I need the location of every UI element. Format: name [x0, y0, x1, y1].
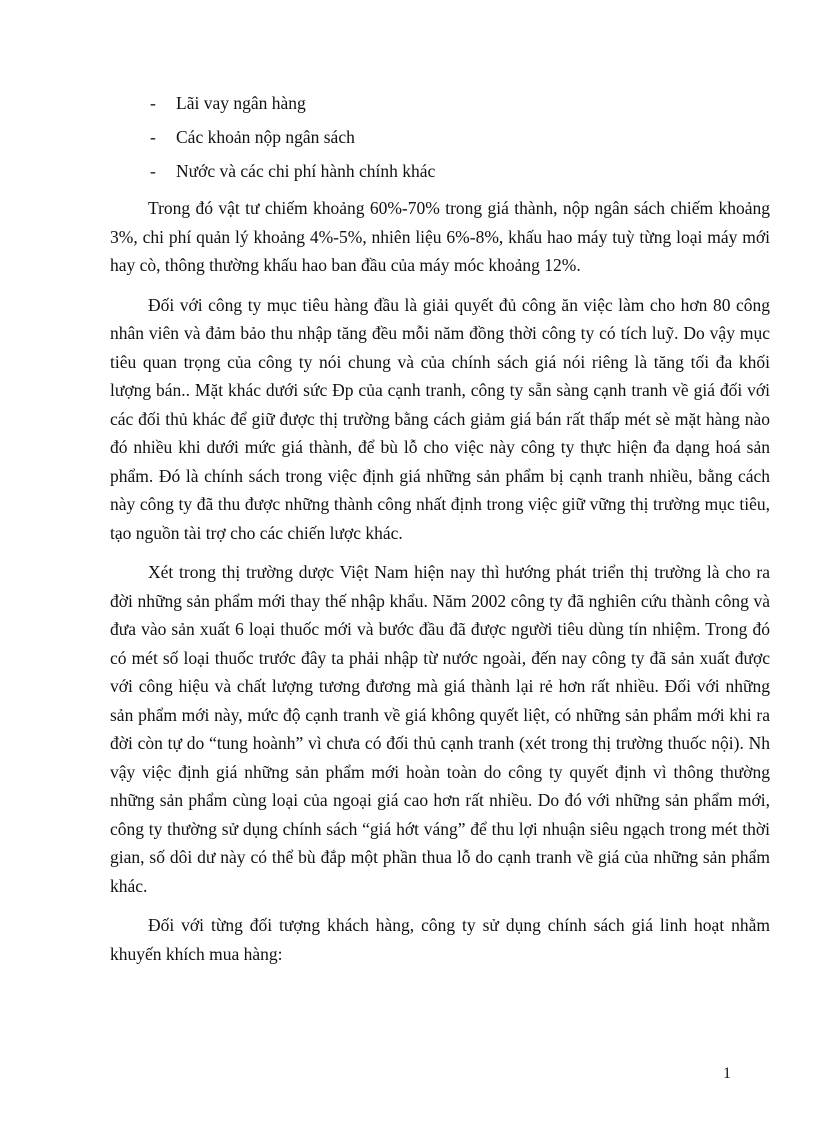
bullet-item — [110, 154, 770, 188]
bullet-marker: - — [150, 93, 156, 113]
page-number: 1 — [723, 1065, 731, 1082]
paragraph: Đối với công ty mục tiêu hàng đầu là giải quyết đủ công ăn việc làm cho hơn 80 công nhân viên và đảm bảo thu nhập tăng đều mỗi năm đồng thời công ty có tích luỹ. Do vậy mục tiêu quan trọng của công ty nói chung và của chính sách giá nói riêng là tăng tối đa khối lượng bán.. Mặt khác dưới sức Đp của cạnh tranh, công ty sẵn sàng cạnh tranh về giá đối với các đối thủ khác để giữ được thị trường bằng cách giảm giá bán rất thấp mét sè mặt hàng nào đó nhiều khi dưới mức giá thành, để bù lỗ cho việc này công ty thực hiện đa dạng hoá sản phẩm. Đó là chính sách trong việc định giá những sản phẩm bị cạnh tranh nhiều, bằng cách này công ty đã thu được những thành công nhất định trong việc giữ vững thị trường mục tiêu, tạo nguồn tài trợ cho các chiến lược khác. — [110, 294, 770, 543]
paragraph: Xét trong thị trường dược Việt Nam hiện nay thì hướng phát triển thị trường là cho ra đời những sản phẩm mới thay thế nhập khẩu. Năm 2002 công ty đã nghiên cứu thành công và đưa vào sản xuất 6 loại thuốc mới và bước đầu đã được người tiêu dùng tín nhiệm. Trong đó có mét số loại thuốc trước đây ta phải nhập từ nước ngoài, đến nay công ty đã sản xuất được với công hiệu và chất lượng tương đương mà giá thành lại rẻ hơn rất nhiều. Đối với những sản phẩm mới này, mức độ cạnh tranh về giá không quyết liệt, có những sản phẩm mới khi ra đời còn tự do “tung hoành” vì chưa có đối thủ cạnh tranh (xét trong thị trường thuốc nội). Nh vậy việc định giá những sản phẩm mới hoàn toàn do công ty quyết định vì thông thường những sản phẩm cùng loại của ngoại giá cao hơn rất nhiều. Do đó với những sản phẩm mới, công ty thường sử dụng chính sách “giá hớt váng” để thu lợi nhuận siêu ngạch trong mét thời gian, số dôi dư này có thể bù đắp một phần thua lỗ do cạnh tranh về giá của những sản phẩm khác. — [110, 562, 770, 896]
bullet-text: Nước và các chi phí hành chính khác — [176, 161, 436, 181]
bullet-text: Các khoản nộp ngân sách — [176, 127, 355, 147]
bullet-item — [110, 120, 770, 154]
bullet-marker: - — [150, 127, 156, 147]
bullet-item — [110, 86, 770, 120]
paragraph: Trong đó vật tư chiếm khoảng 60%-70% trong giá thành, nộp ngân sách chiếm khoảng 3%, chi phí quản lý khoảng 4%-5%, nhiên liệu 6%-8%, khấu hao máy tuỳ từng loại máy mới hay cò, thông thường khấu hao ban đầu của máy móc khoảng 12%. — [110, 198, 770, 275]
bullet-marker: - — [150, 161, 156, 181]
page-body — [110, 86, 770, 979]
paragraph: Đối với từng đối tượng khách hàng, công ty sử dụng chính sách giá linh hoạt nhằm khuyến khích mua hàng: — [110, 915, 770, 964]
bullet-text: Lãi vay ngân hàng — [176, 93, 306, 113]
